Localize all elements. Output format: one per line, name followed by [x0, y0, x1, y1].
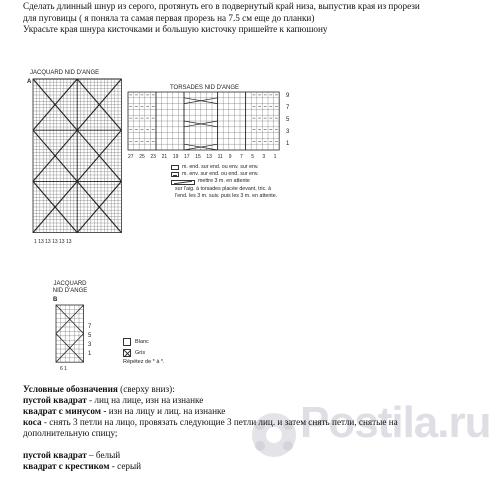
notes-cross-rest: - серый — [109, 461, 142, 471]
torsades-col-number: 19 — [172, 154, 179, 160]
key-repeat-label: Répétez de * à *. — [123, 359, 165, 365]
torsades-col-number: 21 — [161, 154, 168, 160]
notes-cable-2: дополнительную спицу; — [23, 428, 118, 438]
empty-square-icon — [171, 165, 179, 170]
key-row-blanc — [123, 338, 165, 346]
notes-heading — [23, 384, 443, 395]
key-row-gris — [123, 349, 165, 357]
notes-white — [23, 450, 443, 461]
legend-cable-text: mettre 3 m. en attente — [198, 178, 250, 185]
chart-b-title — [50, 281, 90, 295]
torsades-grid — [128, 92, 284, 152]
watermark-text: Postila.ru — [300, 398, 491, 447]
notes-spacer — [23, 439, 443, 450]
key-row-repeat — [123, 359, 165, 365]
torsades-col-number: 7 — [240, 154, 243, 160]
torsades-col-number: 15 — [195, 154, 201, 160]
chart-a-title: JACQUARD NID D'ANGE — [30, 70, 100, 76]
chart-b-row-7: 7 — [88, 324, 92, 330]
notes-cable-rest: - снять 3 петли на лицо, провязать следующие 3 петли лиц. и затем снять петли, снятые на — [41, 417, 398, 427]
torsades-col-number: 25 — [139, 154, 145, 160]
notes-cable-bold: коса — [23, 417, 42, 427]
legend-plain-text: m. end. sur end. ou env. sur env. — [182, 164, 259, 170]
torsades-title: TORSADES NID D'ANGE — [170, 85, 240, 91]
torsades-col-number: 1 — [273, 154, 277, 160]
chart-b-row-numbers — [88, 324, 96, 360]
torsades-col-number: 23 — [150, 154, 156, 160]
torsades-row-numbers — [286, 93, 296, 153]
intro-line-3: Украсьте края шнура кисточками и большую кисточку пришейте к капюшону — [23, 24, 328, 34]
chart-a-bottom-numbers: 1 13 13 13 13 13 — [34, 239, 72, 245]
torsades-col-number: 5 — [251, 154, 254, 160]
torsades-col-number: 17 — [184, 154, 190, 160]
chart-a-grid — [33, 79, 125, 239]
notes-heading-rest: (сверху вниз): — [117, 384, 175, 394]
torsades-row-5: 5 — [286, 117, 290, 123]
notes-empty-bold: пустой квадрат — [23, 395, 87, 405]
intro-line-2: для пуговицы ( я поняла та самая первая прорезь на 7.5 см еще до планки) — [23, 12, 315, 23]
legend-minus-text: m. env. sur end. ou end. sur env. — [182, 171, 259, 178]
torsades-col-number: 13 — [206, 154, 212, 160]
chart-b-title-line-1: JACQUARD — [53, 281, 87, 287]
chart-b-title-line-2: NID D'ANGE — [52, 288, 88, 294]
torsades-row-1: 1 — [286, 141, 290, 147]
key-blanc-label: Blanc — [135, 339, 149, 345]
notes-heading-bold: Условные обозначения — [23, 384, 118, 394]
notes-white-bold: пустой квадрат — [23, 450, 87, 460]
torsades-row-3: 3 — [286, 129, 290, 135]
notes-white-rest: – белый — [86, 450, 121, 460]
torsades-col-number: 27 — [128, 154, 134, 160]
notes-minus-rest: изн на лицу и лиц. на изнанке — [106, 406, 226, 416]
chart-b-row-3: 3 — [88, 342, 92, 348]
torsades-row-7: 7 — [286, 105, 290, 111]
chart-a-letter: A — [27, 79, 32, 85]
chart-b-row-5: 5 — [88, 333, 92, 339]
notes-cross — [23, 461, 443, 472]
torsades-bottom-numbers — [128, 154, 288, 162]
chart-b-letter: B — [53, 297, 58, 303]
cable-symbol-icon — [171, 180, 195, 185]
color-key — [123, 338, 165, 365]
blank-square-icon — [123, 338, 131, 346]
torsades-col-number: 11 — [217, 154, 223, 160]
chart-b-bottom-numbers: 6 1 — [60, 366, 67, 372]
intro-text — [23, 1, 453, 36]
legend-cable-line-2: sur l'aig. à torsades placée devant, tric. à — [175, 185, 272, 192]
legend-cable-line-3: l'end. les 3 m. suiv. puis les 3 m. en attente. — [175, 192, 278, 199]
chart-b-grid — [56, 305, 86, 365]
legend-row-plain — [171, 164, 277, 171]
legend-row-cable — [171, 178, 277, 185]
cross-square-icon — [123, 349, 131, 357]
notes — [23, 384, 443, 472]
torsades-col-number: 3 — [262, 154, 266, 160]
torsades-row-9: 9 — [286, 93, 290, 99]
notes-minus — [23, 406, 443, 417]
torsades-col-number: 9 — [228, 154, 232, 160]
minus-square-icon — [171, 172, 179, 177]
legend-row-minus — [171, 171, 277, 178]
notes-cable — [23, 417, 443, 428]
notes-cross-bold: квадрат с крестиком — [23, 461, 110, 471]
intro-line-1: Сделать длинный шнур из серого, протянуть его в подвернутый край низа, выпустив края из прорези — [23, 1, 420, 11]
key-gris-label: Gris — [135, 350, 146, 356]
chart-b-row-1: 1 — [88, 351, 92, 357]
notes-minus-bold: квадрат с минусом - — [23, 406, 107, 416]
notes-empty-rest: - лиц на лице, изн на изнанке — [86, 395, 204, 405]
torsades-legend — [171, 164, 277, 200]
notes-empty — [23, 395, 443, 406]
